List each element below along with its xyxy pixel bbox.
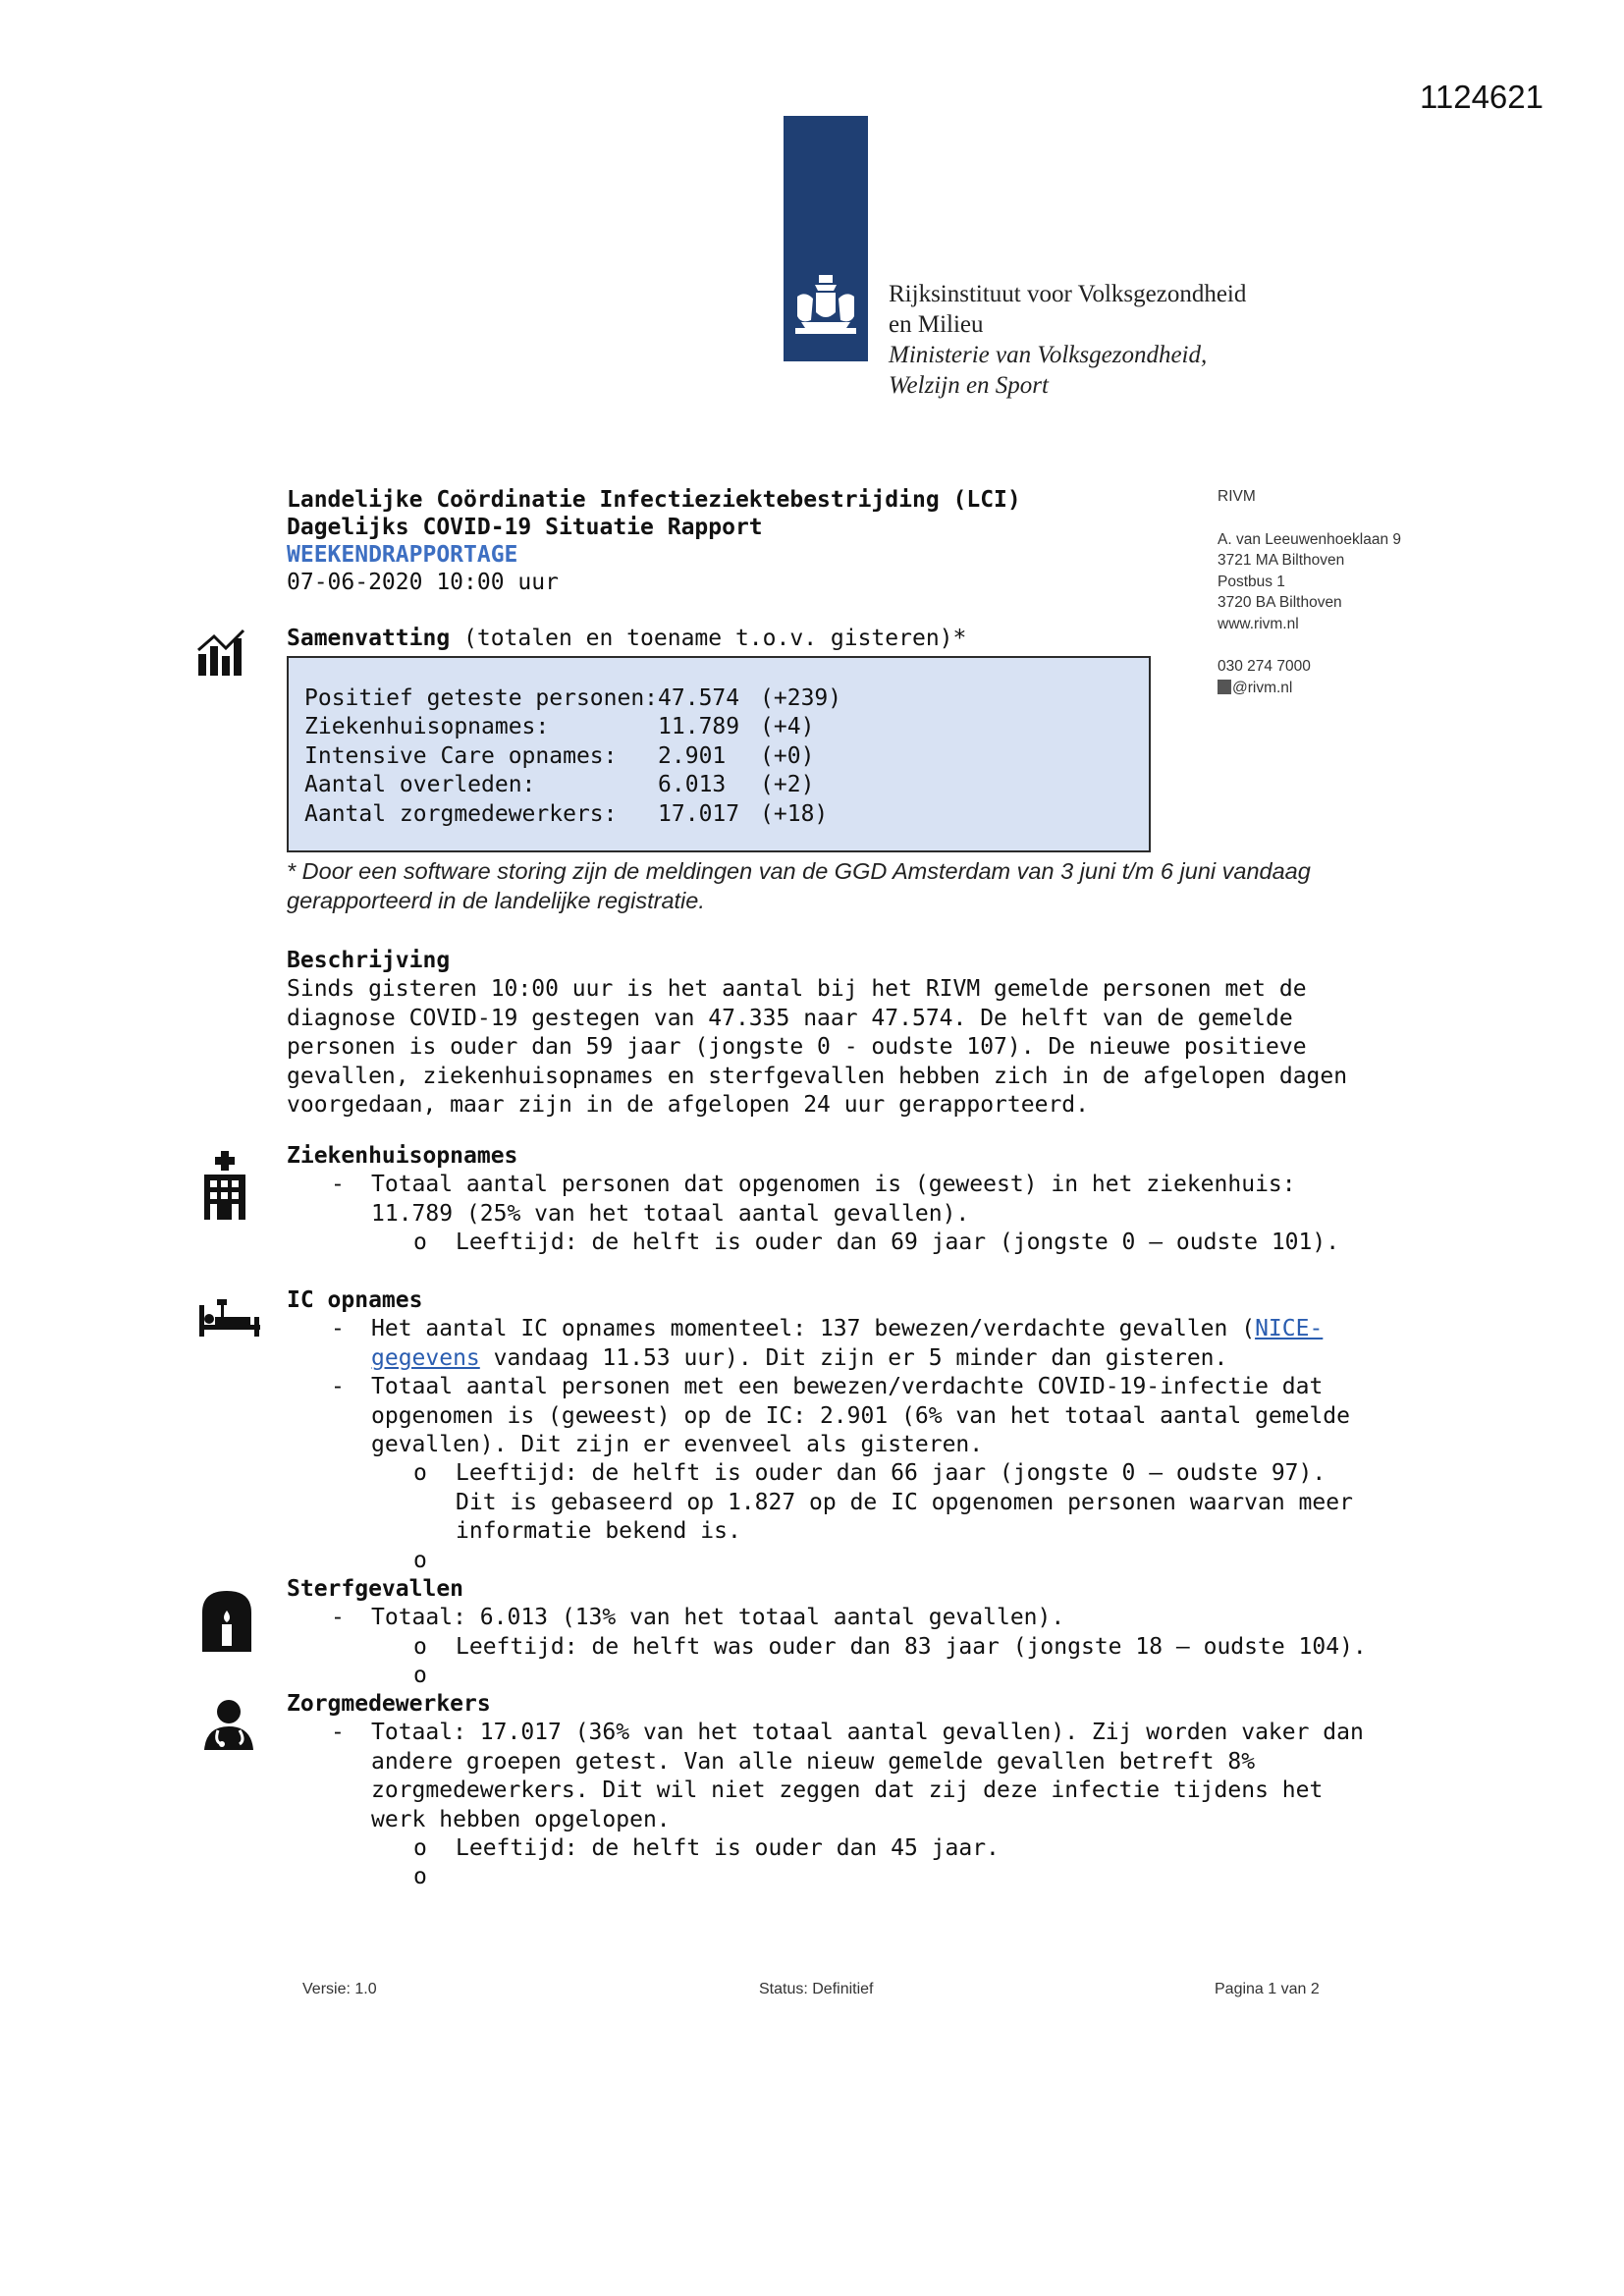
summary-subtitle: (totalen en toename t.o.v. gisteren)*: [450, 626, 967, 651]
zorg-title: Zorgmedewerkers: [287, 1691, 491, 1717]
logo-line-2: en Milieu: [889, 311, 984, 338]
redaction-mark: [1218, 680, 1231, 694]
summary-row: [304, 741, 841, 771]
sterf-title: Sterfgevallen: [287, 1576, 464, 1602]
summary-label: Ziekenhuisopnames:: [304, 714, 550, 740]
bullet-marker: o: [413, 1230, 427, 1256]
summary-table: [304, 683, 841, 829]
summary-row: [304, 713, 841, 742]
zorg-section: [287, 1690, 1367, 1892]
summary-delta: (+4): [760, 714, 815, 740]
summary-box: [287, 656, 1151, 852]
summary-title: Samenvatting: [287, 626, 451, 651]
bullet-marker: o: [413, 1633, 427, 1660]
list-item: [287, 1719, 1367, 1834]
rijksoverheid-logo: [784, 116, 868, 361]
address-web: www.rivm.nl: [1218, 615, 1299, 632]
list-item-empty: [287, 1662, 1367, 1690]
summary-value: 6.013: [658, 772, 727, 798]
dash-marker: -: [331, 1172, 345, 1198]
healthcare-worker-icon: [200, 1699, 257, 1750]
footer-version: Versie: 1.0: [302, 1981, 377, 1997]
list-item: [287, 1171, 1367, 1229]
summary-row: [304, 771, 841, 800]
zorg-sub-1: Leeftijd: de helft is ouder dan 45 jaar.: [456, 1835, 1000, 1862]
nice-link[interactable]: NICE-gegevens: [371, 1316, 1324, 1371]
ic-item-1-post: vandaag 11.53 uur). Dit zijn er 5 minder dan gisteren.: [479, 1344, 1228, 1371]
bullet-marker: o: [413, 1835, 427, 1862]
address-street: A. van Leeuwenhoeklaan 9: [1218, 530, 1402, 548]
coat-of-arms-icon: [789, 273, 862, 344]
list-item: [287, 1229, 1367, 1257]
header-line-2: Dagelijks COVID-19 Situatie Rapport: [287, 515, 763, 540]
list-item: [287, 1834, 1367, 1863]
address-city: 3721 MA Bilthoven: [1218, 552, 1345, 569]
footer-page: Pagina 1 van 2: [1215, 1981, 1320, 1997]
summary-label: Intensive Care opnames:: [304, 742, 618, 769]
bullet-marker: o: [413, 1547, 427, 1573]
ic-title: IC opnames: [287, 1287, 423, 1313]
summary-heading: [287, 626, 966, 651]
page-id: 1124621: [1419, 79, 1543, 115]
zorg-item-1: Totaal: 17.017 (36% van het totaal aantal gevallen). Zij worden vaker dan andere groepen getest. Van alle nieuw gemelde gevallen betreft 8% zorgmedewerkers. Dit wil niet zeggen dat zij deze infectie tijdens het werk hebben opgelopen.: [371, 1720, 1364, 1832]
summary-value: 17.017: [658, 800, 740, 827]
ziekenhuis-sub-1: Leeftijd: de helft is ouder dan 69 jaar (jongste 0 – oudste 101).: [456, 1230, 1340, 1256]
hospital-icon: [202, 1151, 247, 1220]
ic-item-1-pre: Het aantal IC opnames momenteel: 137 bewezen/verdachte gevallen (: [371, 1316, 1256, 1342]
dash-marker: -: [331, 1605, 345, 1631]
grave-candle-icon: [202, 1591, 251, 1652]
summary-delta: (+0): [760, 742, 815, 769]
list-item: [287, 1315, 1367, 1373]
sterf-item-1: Totaal: 6.013 (13% van het totaal aantal gevallen).: [371, 1605, 1065, 1631]
sterf-sub-1: Leeftijd: de helft was ouder dan 83 jaar (jongste 18 – oudste 104).: [456, 1633, 1367, 1660]
ic-sub-1: Leeftijd: de helft is ouder dan 66 jaar (jongste 0 – oudste 97). Dit is gebaseerd op 1.827 op de IC opgenomen personen waarvan meer informatie bekend is.: [456, 1460, 1353, 1545]
summary-delta: (+2): [760, 772, 815, 798]
summary-value: 2.901: [658, 742, 727, 769]
summary-label: Positief geteste personen:: [304, 684, 659, 711]
header-line-1: Landelijke Coördinatie Infectieziektebestrijding (LCI): [287, 487, 1021, 513]
list-item-empty: [287, 1863, 1367, 1891]
summary-row: [304, 799, 841, 829]
summary-value: 47.574: [658, 684, 740, 711]
address-org: RIVM: [1218, 488, 1256, 505]
logo-line-1: Rijksinstituut voor Volksgezondheid: [889, 281, 1247, 307]
address-block: [1218, 486, 1401, 698]
address-email-row: [1218, 678, 1401, 699]
list-item-empty: [287, 1547, 1367, 1575]
bullet-marker: o: [413, 1663, 427, 1689]
summary-label: Aantal overleden:: [304, 772, 536, 798]
address-pocity: 3720 BA Bilthoven: [1218, 594, 1342, 611]
list-item: [287, 1373, 1367, 1459]
dash-marker: -: [331, 1720, 345, 1746]
list-item: [287, 1604, 1367, 1632]
ziekenhuis-section: [287, 1142, 1367, 1258]
ic-section: [287, 1286, 1367, 1575]
beschrijving-text: Sinds gisteren 10:00 uur is het aantal bij het RIVM gemelde personen met de diagnose COVID-19 gestegen van 47.335 naar 47.574. De helft van de gemelde personen is ouder dan 59 jaar (jongste 0 - oudste 107). De nieuwe positieve gevallen, ziekenhuisopnames en sterfgevallen hebben zich in de afgelopen dagen voorgedaan, maar zijn in de afgelopen 24 uur gerapporteerd.: [287, 976, 1348, 1119]
dash-marker: -: [331, 1374, 345, 1400]
beschrijving-title: Beschrijving: [287, 948, 451, 973]
ziekenhuis-item-1: Totaal aantal personen dat opgenomen is (geweest) in het ziekenhuis: 11.789 (25% van het totaal aantal gevallen).: [371, 1172, 1296, 1227]
dash-marker: -: [331, 1316, 345, 1342]
address-pobox: Postbus 1: [1218, 573, 1285, 590]
summary-footnote: * Door een software storing zijn de meldingen van de GGD Amsterdam van 3 juni t/m 6 juni vandaag gerapporteerd in de landelijke registratie.: [287, 858, 1311, 913]
address-email: @rivm.nl: [1232, 679, 1293, 696]
sterf-section: [287, 1575, 1367, 1691]
logo-line-4: Welzijn en Sport: [889, 372, 1049, 399]
summary-delta: (+239): [760, 684, 842, 711]
chart-summary-icon: [196, 629, 247, 678]
bullet-marker: o: [413, 1864, 427, 1890]
list-item: [287, 1459, 1367, 1546]
logo-line-3: Ministerie van Volksgezondheid,: [889, 342, 1208, 368]
bullet-marker: o: [413, 1460, 427, 1487]
list-item: [287, 1633, 1367, 1662]
summary-value: 11.789: [658, 714, 740, 740]
logo-text: [889, 279, 1246, 401]
beschrijving-section: [287, 947, 1367, 1120]
report-header: [287, 486, 1021, 596]
icu-bed-icon: [199, 1299, 260, 1339]
header-date: 07-06-2020 10:00 uur: [287, 570, 559, 595]
ziekenhuis-title: Ziekenhuisopnames: [287, 1143, 518, 1169]
summary-delta: (+18): [760, 800, 829, 827]
address-phone: 030 274 7000: [1218, 658, 1311, 675]
footer-status: Status: Definitief: [759, 1981, 874, 1997]
header-line-3: WEEKENDRAPPORTAGE: [287, 542, 518, 568]
summary-row: [304, 683, 841, 713]
ic-item-2: Totaal aantal personen met een bewezen/verdachte COVID-19-infectie dat opgenomen is (geweest) op de IC: 2.901 (6% van het totaal aantal gemelde gevallen). Dit zijn er evenveel als gisteren.: [371, 1374, 1350, 1458]
summary-label: Aantal zorgmedewerkers:: [304, 800, 618, 827]
